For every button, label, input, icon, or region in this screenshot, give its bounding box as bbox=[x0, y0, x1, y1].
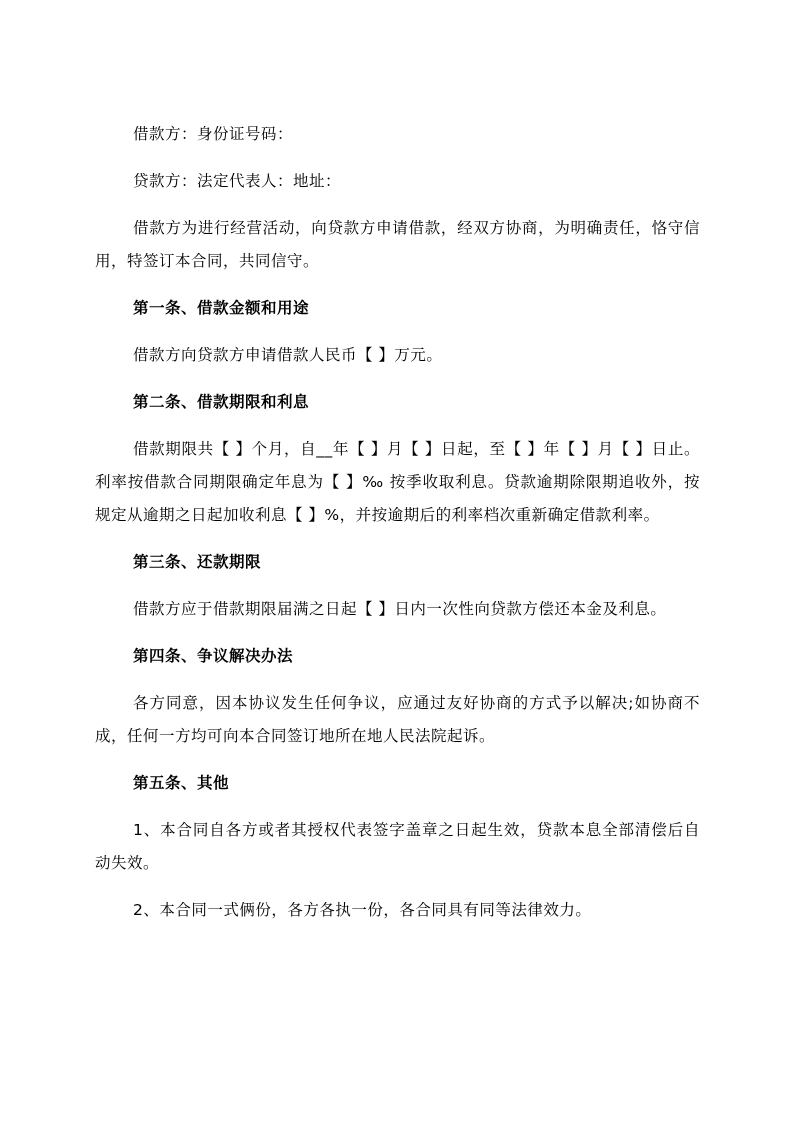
clause-4-title: 第四条、争议解决办法 bbox=[133, 647, 294, 665]
clause-5-title: 第五条、其他 bbox=[133, 774, 230, 792]
clause-2-body: 借款期限共【 】个月，自__年【 】月【 】日起，至【 】年【 】月【 】日止。利率按借款合同期限确定年息为【 】‰ 按季收取利息。贷款逾期除限期追收外，按规定从逾期之日起加收利息【 】%，并按逾期后的利率档次重新确定借款利率。 bbox=[95, 440, 700, 524]
clause-4-body: 各方同意，因本协议发生任何争议，应通过友好协商的方式予以解决;如协商不成，任何一方均可向本合同签订地所在地人民法院起诉。 bbox=[95, 694, 700, 745]
clause-3-title: 第三条、还款期限 bbox=[133, 553, 262, 571]
clause-1-body: 借款方向贷款方申请借款人民币【 】万元。 bbox=[133, 346, 443, 364]
clause-5-item-1: 1、本合同自各方或者其授权代表签字盖章之日起生效，贷款本息全部清偿后自动失效。 bbox=[95, 821, 700, 872]
clause-3-body: 借款方应于借款期限届满之日起【 】日内一次性向贷款方偿还本金及利息。 bbox=[133, 600, 667, 618]
preamble-paragraph: 借款方为进行经营活动，向贷款方申请借款，经双方协商，为明确责任，恪守信用，特签订本合同，共同信守。 bbox=[95, 219, 700, 270]
clause-1-title: 第一条、借款金额和用途 bbox=[133, 299, 310, 317]
clause-5-item-2: 2、本合同一式俩份，各方各执一份，各合同具有同等法律效力。 bbox=[133, 901, 592, 919]
contract-document bbox=[95, 118, 700, 927]
lender-line: 贷款方：法定代表人：地址： bbox=[133, 172, 342, 190]
clause-2-title: 第二条、借款期限和利息 bbox=[133, 393, 310, 411]
borrower-line: 借款方：身份证号码： bbox=[133, 125, 294, 143]
